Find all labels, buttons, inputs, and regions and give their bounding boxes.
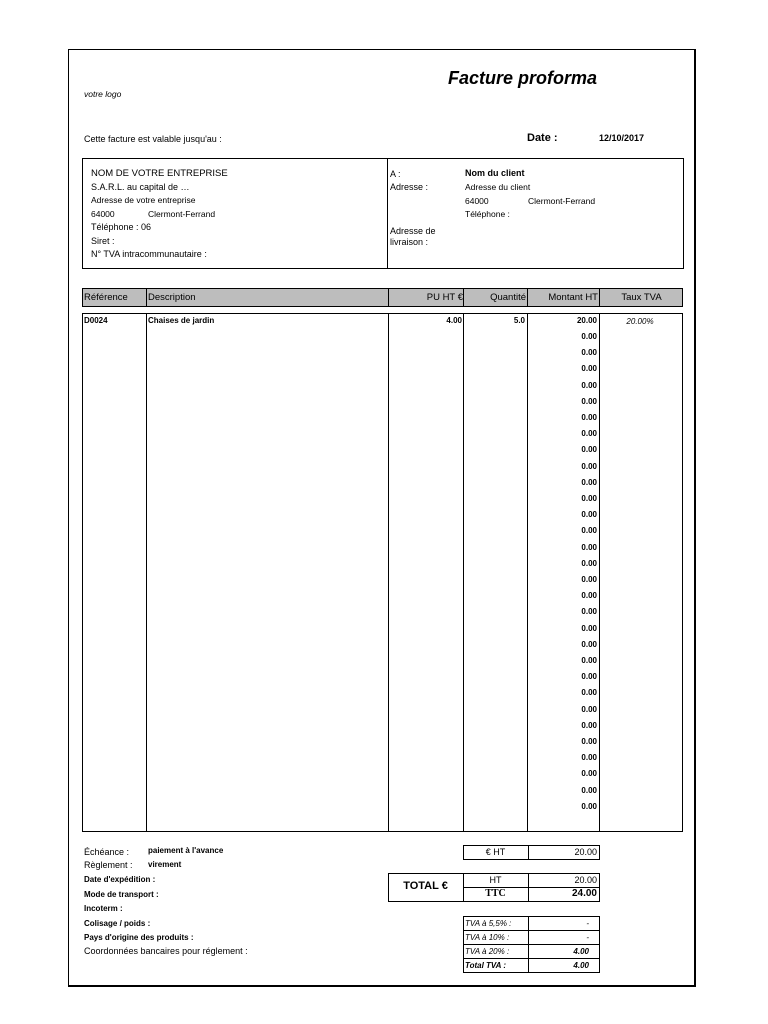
- package-label: Colisage / poids :: [84, 919, 151, 928]
- row-unit-price: 4.00: [446, 316, 462, 325]
- total-ht-label: HT: [489, 875, 502, 885]
- row-amount: 0.00: [581, 575, 597, 584]
- seller-vat: N° TVA intracommunautaire :: [91, 249, 207, 259]
- row-amount: 0.00: [581, 558, 597, 568]
- total-ttc-label: TTC: [485, 888, 506, 899]
- delivery-label-2: livraison :: [390, 237, 429, 247]
- header-divider: [527, 288, 528, 307]
- ht-summary-label: € HT: [485, 847, 506, 857]
- ht-summary-value: 20.00: [574, 847, 597, 857]
- vat-line-label: TVA à 5,5% :: [465, 919, 512, 928]
- col-unit-price: PU HT €: [426, 292, 463, 303]
- col-reference: Référence: [84, 292, 128, 303]
- address-divider: [387, 158, 388, 269]
- seller-address: Adresse de votre entreprise: [91, 195, 196, 205]
- row-amount: 0.00: [581, 413, 597, 422]
- transport-label: Mode de transport :: [84, 890, 159, 899]
- row-vat-rate: 20.00%: [626, 317, 654, 326]
- due-label: Échéance :: [84, 847, 130, 857]
- body-divider: [388, 313, 389, 832]
- origin-label: Pays d'origine des produits :: [84, 933, 194, 942]
- client-address-label: Adresse :: [390, 182, 429, 192]
- vat-line-value: -: [586, 933, 589, 942]
- row-reference: D0024: [84, 316, 108, 325]
- payment-label: Règlement :: [84, 860, 133, 870]
- row-amount: 0.00: [581, 785, 597, 795]
- client-name: Nom du client: [465, 168, 525, 178]
- row-amount: 0.00: [581, 656, 597, 665]
- col-amount: Montant HT: [548, 292, 598, 303]
- vat-line-label: TVA à 10% :: [465, 933, 510, 942]
- logo-placeholder: votre logo: [84, 89, 122, 99]
- row-amount: 0.00: [581, 494, 597, 503]
- row-amount: 0.00: [581, 332, 597, 341]
- client-city: Clermont-Ferrand: [528, 196, 596, 206]
- row-amount: 0.00: [581, 461, 597, 471]
- row-amount: 0.00: [581, 607, 597, 617]
- row-amount: 0.00: [581, 639, 597, 649]
- payment-value: virement: [148, 860, 182, 869]
- row-amount: 0.00: [581, 542, 597, 552]
- row-amount: 0.00: [581, 396, 597, 406]
- row-amount: 0.00: [581, 769, 597, 779]
- row-amount: 0.00: [581, 364, 597, 374]
- client-postcode: 64000: [465, 196, 489, 206]
- vat-row-divider: [463, 958, 600, 959]
- due-value: paiement à l'avance: [148, 846, 224, 855]
- date-value: 12/10/2017: [599, 133, 645, 143]
- row-amount: 0.00: [581, 380, 597, 390]
- row-amount: 0.00: [581, 591, 597, 601]
- invoice-title: Facture proforma: [448, 68, 598, 88]
- seller-legal-form: S.A.R.L. au capital de …: [91, 182, 190, 192]
- row-amount: 0.00: [581, 720, 597, 730]
- total-ttc-value: 24.00: [571, 888, 597, 899]
- header-divider: [463, 288, 464, 307]
- body-divider: [463, 313, 464, 832]
- header-divider: [146, 288, 147, 307]
- validity-label: Cette facture est valable jusqu'au :: [84, 134, 222, 144]
- vat-line-value: 4.00: [573, 947, 589, 956]
- seller-name: NOM DE VOTRE ENTREPRISE: [91, 168, 228, 179]
- row-amount: 0.00: [581, 801, 597, 811]
- col-description: Description: [148, 292, 196, 303]
- body-divider: [599, 313, 600, 832]
- row-amount: 0.00: [581, 737, 597, 746]
- vat-line-value: 4.00: [573, 961, 589, 970]
- seller-siret: Siret :: [91, 236, 115, 246]
- vat-line-label: Total TVA :: [465, 961, 507, 970]
- client-to-label: A :: [390, 169, 401, 179]
- row-quantity: 5.0: [513, 316, 525, 325]
- row-amount: 0.00: [581, 348, 597, 358]
- col-quantity: Quantité: [490, 292, 526, 303]
- client-phone-label: Téléphone :: [465, 209, 510, 219]
- seller-city: Clermont-Ferrand: [148, 209, 216, 219]
- row-amount: 0.00: [581, 445, 597, 455]
- incoterm-label: Incoterm :: [84, 904, 123, 913]
- vat-row-divider: [463, 944, 600, 945]
- header-divider: [388, 288, 389, 307]
- row-amount: 0.00: [581, 688, 597, 698]
- row-amount: 0.00: [581, 526, 597, 536]
- total-label: TOTAL €: [403, 880, 448, 892]
- vat-row-divider: [463, 930, 600, 931]
- row-description: Chaises de jardin: [148, 316, 215, 325]
- date-label: Date :: [527, 132, 558, 144]
- row-amount: 0.00: [581, 704, 597, 714]
- row-amount: 0.00: [581, 510, 597, 520]
- row-amount: 20.00: [576, 316, 597, 325]
- shipping-date-label: Date d'expédition :: [84, 875, 156, 884]
- delivery-label-1: Adresse de: [390, 226, 436, 236]
- row-amount: 0.00: [581, 623, 597, 633]
- vat-line-value: -: [586, 919, 589, 928]
- client-address: Adresse du client: [465, 182, 531, 192]
- body-divider: [146, 313, 147, 832]
- total-ht-value: 20.00: [574, 875, 597, 885]
- row-amount: 0.00: [581, 429, 597, 439]
- seller-phone: Téléphone : 06: [91, 222, 152, 232]
- row-amount: 0.00: [581, 477, 597, 487]
- header-divider: [599, 288, 600, 307]
- vat-line-label: TVA à 20% :: [465, 947, 510, 956]
- col-vat-rate: Taux TVA: [621, 292, 662, 303]
- row-amount: 0.00: [581, 672, 597, 682]
- row-amount: 0.00: [581, 753, 597, 763]
- bank-label: Coordonnées bancaires pour réglement :: [84, 946, 248, 956]
- seller-postcode: 64000: [91, 209, 115, 219]
